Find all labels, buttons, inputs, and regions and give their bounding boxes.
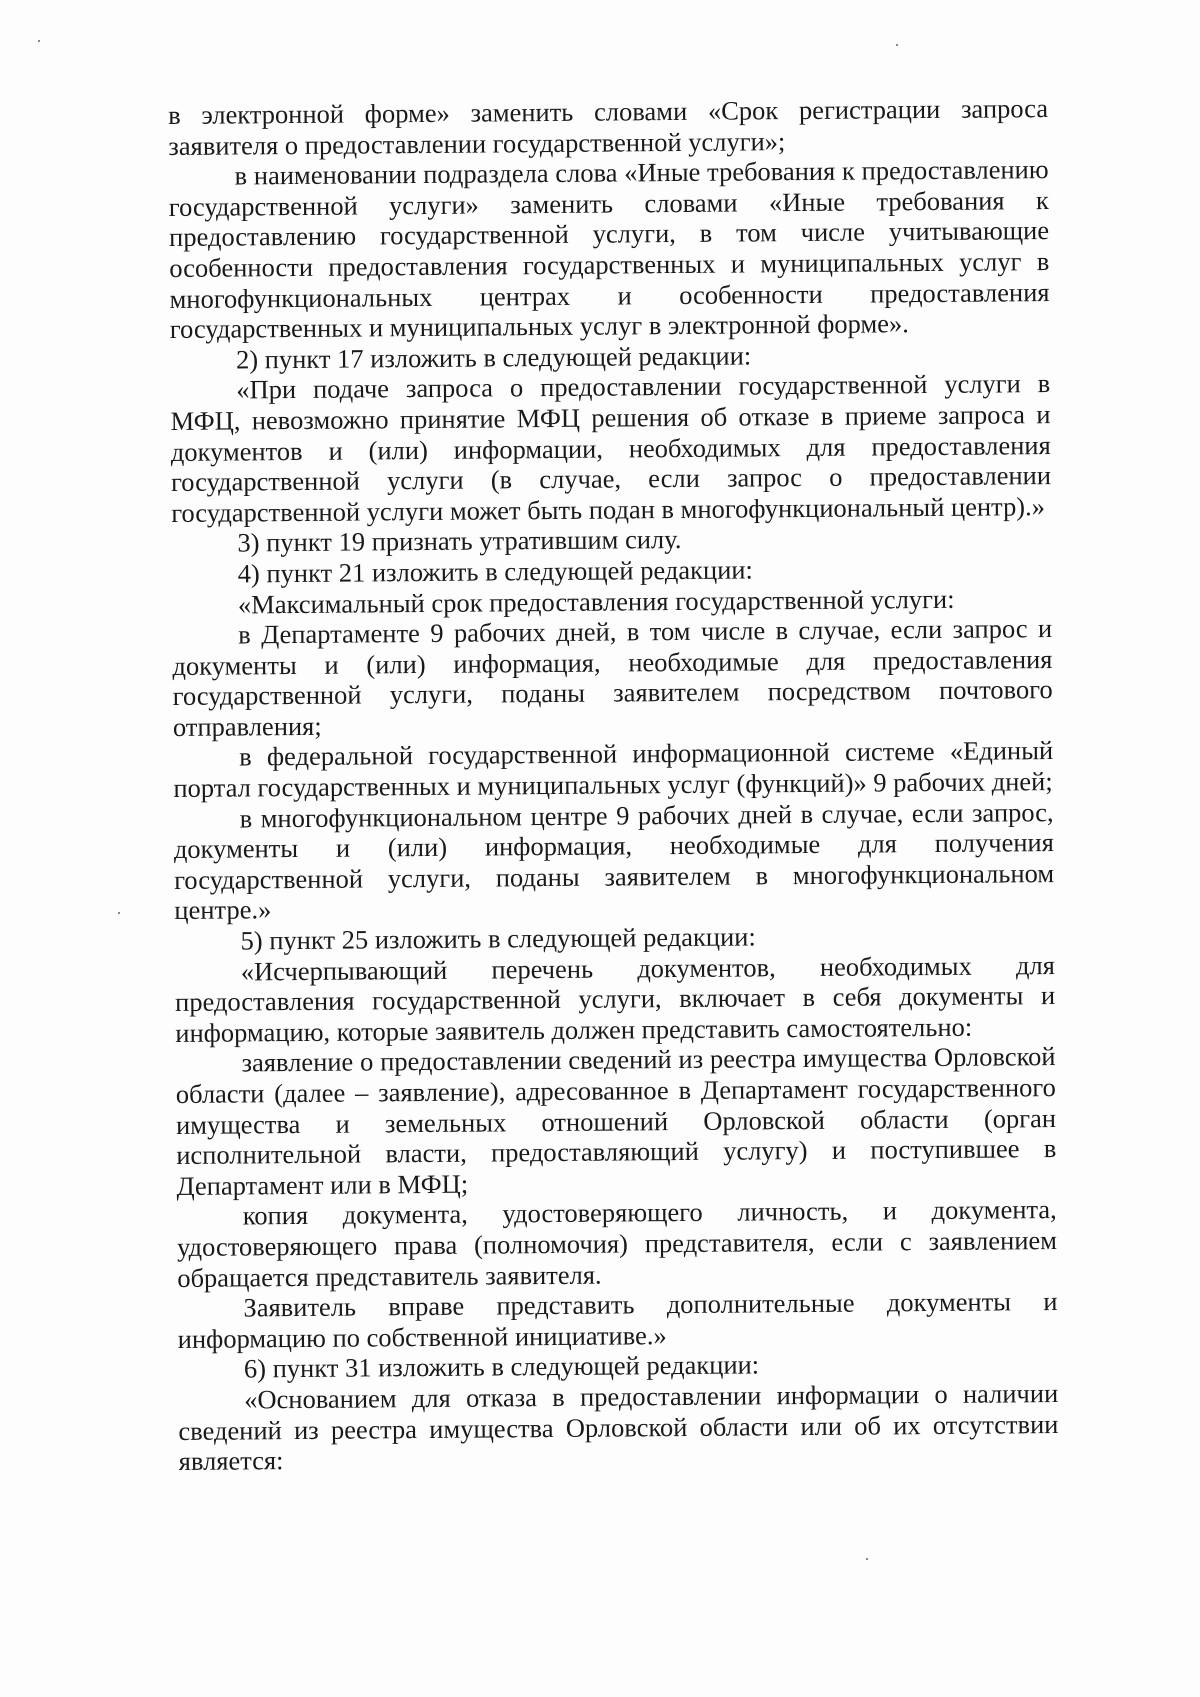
paragraph: заявление о предоставлении сведений из реестра имущества Орловской области (далее – заявление), адресованное в Департамент государственного имущества и земельных отношений Орловской области (орган исполнительной власти, предоставляющий услугу) и поступившее в Департамент или в МФЦ; bbox=[175, 1041, 1057, 1201]
paragraph: 2) пункт 17 изложить в следующей редакции: bbox=[235, 340, 752, 375]
paragraph: 5) пункт 25 изложить в следующей редакции: bbox=[240, 921, 756, 956]
paragraph: «Основанием для отказа в предоставлении информации о наличии сведений из реестра имущества Орловской области или об их отсутствии является: bbox=[178, 1377, 1059, 1477]
paragraph: «Исчерпывающий перечень документов, необходимых для предоставления государственной услуги, включает в себя документы и информацию, которые заявитель должен представить самостоятельно: bbox=[174, 949, 1056, 1048]
paragraph: 4) пункт 21 изложить в следующей редакции: bbox=[237, 554, 753, 589]
paragraph: «Максимальный срок предоставления государственной услуги: bbox=[237, 583, 955, 619]
paragraph: копия документа, удостоверяющего личность, и документа, удостоверяющего права (полномочия) представителя, если с заявлением обращается представитель заявителя. bbox=[176, 1194, 1058, 1293]
paragraph: в Департаменте 9 рабочих дней, в том числе в случае, если запрос и документы и (или) информация, необходимые для предоставления государственной услуги, поданы заявителем посредством почтового отправления; bbox=[172, 613, 1053, 742]
paragraph: «При подаче запроса о предоставлении государственной услуги в МФЦ, невозможно принятие МФЦ решения об отказе в приеме запроса и документов и (или) информации, необходимых для предоставления государственной услуги (в случае, если запрос о предоставлении государственной услуги может быть подан в многофункциональный центр).» bbox=[170, 368, 1052, 528]
scan-speck bbox=[896, 44, 898, 46]
paragraph: 3) пункт 19 признать утратившим силу. bbox=[237, 524, 682, 558]
paragraph: в электронной форме» заменить словами «Срок регистрации запроса заявителя о предоставлении государственной услуги»; bbox=[168, 93, 1049, 161]
scan-speck bbox=[38, 40, 40, 42]
document-body bbox=[168, 93, 1059, 1477]
paragraph: 6) пункт 31 изложить в следующей редакции: bbox=[243, 1349, 760, 1384]
paragraph: в федеральной государственной информационной системе «Единый портал государственных и муниципальных услуг (функций)» 9 рабочих дней; bbox=[173, 735, 1054, 804]
paragraph: Заявитель вправе представить дополнительные документы и информацию по собственной инициативе.» bbox=[177, 1286, 1058, 1354]
paragraph: в многофункциональном центре 9 рабочих дней в случае, если запрос, документы и (или) информация, необходимые для получения государственной услуги, поданы заявителем в многофункциональном центре.» bbox=[173, 796, 1055, 926]
scan-speck bbox=[866, 1558, 868, 1560]
scan-speck bbox=[118, 912, 120, 914]
paragraph: в наименовании подраздела слова «Иные требования к предоставлению государственной услуги» заменить словами «Иные требования к предоставлению государственной услуги, в том числе учитывающие особенности предоставления государственных и муниципальных услуг в многофункциональных центрах и особенности предоставления государственных и муниципальных услуг в электронной форме». bbox=[168, 154, 1050, 345]
